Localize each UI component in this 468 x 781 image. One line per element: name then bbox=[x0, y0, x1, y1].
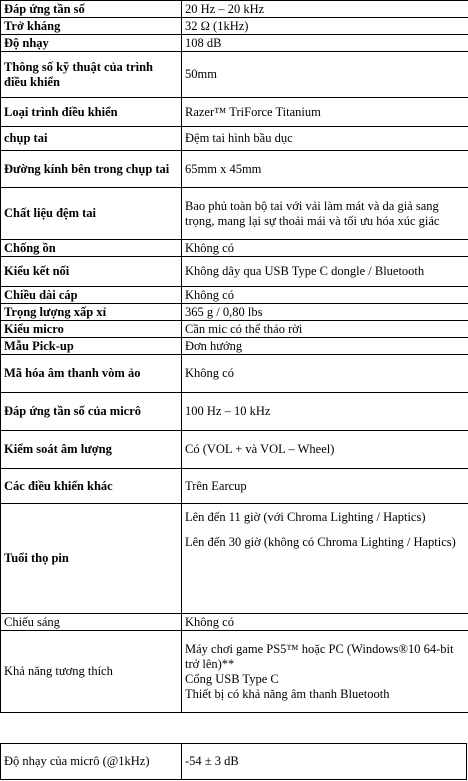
table-row bbox=[1, 98, 468, 127]
spec-value: Bao phủ toàn bộ tai với vải làm mát và da giả sang trọng, mang lại sự thoải mái và tối ưu hóa xúc giác bbox=[182, 188, 468, 240]
spec-value: 108 dB bbox=[182, 35, 468, 52]
spec-value: 20 Hz – 20 kHz bbox=[182, 1, 468, 18]
spec-value: Không có bbox=[182, 240, 468, 257]
compat-line: Cổng USB Type C bbox=[185, 671, 279, 686]
spec-value: Đệm tai hình bầu dục bbox=[182, 127, 468, 151]
table-row bbox=[1, 188, 468, 240]
battery-line: Lên đến 11 giờ (với Chroma Lighting / Haptics) bbox=[185, 510, 426, 524]
spec-key: Kiểu kết nối bbox=[1, 257, 182, 287]
spec-key: Kiểm soát âm lượng bbox=[1, 431, 182, 469]
table-row bbox=[1, 151, 468, 188]
spec-value: Không có bbox=[182, 614, 468, 631]
spec-value: Đơn hướng bbox=[182, 338, 468, 355]
table-row bbox=[1, 338, 468, 355]
spec-key: Đáp ứng tần số bbox=[1, 1, 182, 18]
table-row bbox=[1, 127, 468, 151]
spec-value: -54 ± 3 dB bbox=[182, 744, 467, 780]
spec-value: 32 Ω (1kHz) bbox=[182, 18, 468, 35]
spec-key: Khả năng tương thích bbox=[1, 631, 182, 713]
table-row bbox=[1, 18, 468, 35]
spec-key: Thông số kỹ thuật của trình điều khiển bbox=[1, 52, 182, 98]
spec-key: Kiểu micro bbox=[1, 321, 182, 338]
table-row bbox=[1, 240, 468, 257]
compat-line: Máy chơi game PS5™ hoặc PC (Windows®10 64-bit trở lên)** bbox=[185, 641, 454, 671]
table-row bbox=[1, 504, 468, 614]
table-row bbox=[1, 35, 468, 52]
table-row bbox=[1, 287, 468, 304]
spec-key: Các điều khiển khác bbox=[1, 469, 182, 504]
spec-key: Trọng lượng xấp xỉ bbox=[1, 304, 182, 321]
spec-key: Đáp ứng tần số của micrô bbox=[1, 393, 182, 431]
spec-key: chụp tai bbox=[1, 127, 182, 151]
spec-value: 365 g / 0,80 lbs bbox=[182, 304, 468, 321]
spec-key: Tuổi thọ pin bbox=[1, 504, 182, 614]
table-row bbox=[1, 631, 468, 713]
battery-line: Lên đến 30 giờ (không có Chroma Lighting / Haptics) bbox=[185, 535, 456, 549]
table-row bbox=[1, 1, 468, 18]
spec-key: Chiếu sáng bbox=[1, 614, 182, 631]
spec-key: Đường kính bên trong chụp tai bbox=[1, 151, 182, 188]
compat-line: Thiết bị có khả năng âm thanh Bluetooth bbox=[185, 686, 390, 701]
spec-key: Loại trình điều khiển bbox=[1, 98, 182, 127]
spec-value: 100 Hz – 10 kHz bbox=[182, 393, 468, 431]
spec-value: 50mm bbox=[182, 52, 468, 98]
mic-sensitivity-table bbox=[0, 743, 467, 780]
spec-value: Có (VOL + và VOL – Wheel) bbox=[182, 431, 468, 469]
table-row bbox=[1, 355, 468, 393]
spec-value: Không có bbox=[182, 355, 468, 393]
table-row bbox=[1, 321, 468, 338]
spec-value: Không dây qua USB Type C dongle / Bluetooth bbox=[182, 257, 468, 287]
spec-value bbox=[182, 504, 468, 614]
spec-value: Không có bbox=[182, 287, 468, 304]
spec-key: Chất liệu đệm tai bbox=[1, 188, 182, 240]
table-row bbox=[1, 614, 468, 631]
spec-key: Mẫu Pick-up bbox=[1, 338, 182, 355]
table-row bbox=[1, 304, 468, 321]
table-row bbox=[1, 431, 468, 469]
table-row bbox=[1, 52, 468, 98]
table-row bbox=[1, 393, 468, 431]
spec-value bbox=[182, 631, 468, 713]
spec-value: Cần mic có thể tháo rời bbox=[182, 321, 468, 338]
table-row bbox=[1, 257, 468, 287]
spec-key: Chống ồn bbox=[1, 240, 182, 257]
spec-key: Trở kháng bbox=[1, 18, 182, 35]
spec-value: 65mm x 45mm bbox=[182, 151, 468, 188]
spec-value: Razer™ TriForce Titanium bbox=[182, 98, 468, 127]
spec-key: Độ nhạy của micrô (@1kHz) bbox=[1, 744, 182, 780]
spec-key: Mã hóa âm thanh vòm ảo bbox=[1, 355, 182, 393]
table-row bbox=[1, 469, 468, 504]
spec-key: Độ nhạy bbox=[1, 35, 182, 52]
table-row bbox=[1, 744, 467, 780]
spec-value: Trên Earcup bbox=[182, 469, 468, 504]
spec-key: Chiều dài cáp bbox=[1, 287, 182, 304]
